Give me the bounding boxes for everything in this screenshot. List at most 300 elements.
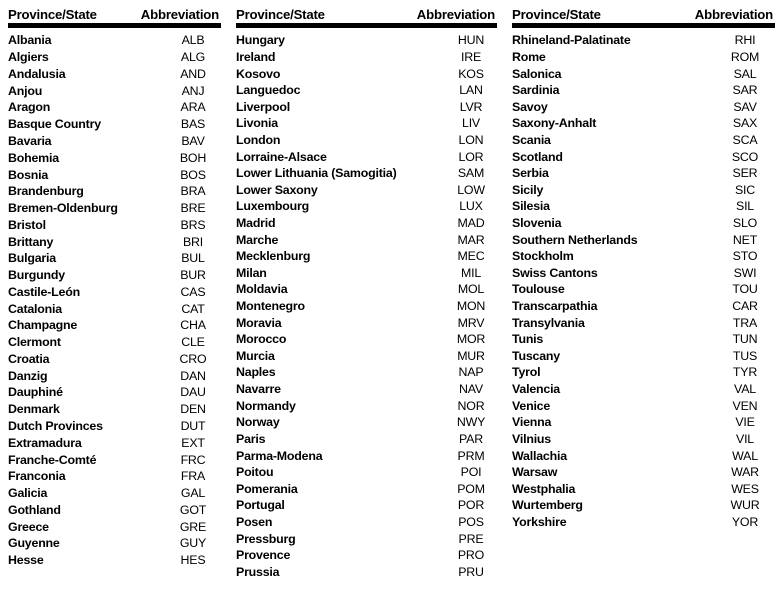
- province-name: Rhineland-Palatinate: [512, 33, 631, 48]
- province-name: Livonia: [236, 116, 278, 131]
- province-abbreviation: NAP: [458, 365, 484, 380]
- table-column-1: [8, 4, 221, 569]
- table-row: [8, 133, 221, 150]
- province-abbreviation: IRE: [460, 49, 482, 64]
- province-abbreviation: SAR: [732, 83, 758, 98]
- province-abbreviation: MEC: [457, 249, 485, 264]
- province-abbreviation: WES: [731, 481, 759, 496]
- province-name: Toulouse: [512, 282, 565, 297]
- table-row: [236, 464, 497, 481]
- province-name: Saxony-Anhalt: [512, 116, 597, 131]
- province-name: Denmark: [8, 402, 60, 417]
- table-row: [236, 281, 497, 298]
- province-name: Scania: [512, 132, 551, 147]
- province-name: Morocco: [236, 332, 287, 347]
- province-name: Swiss Cantons: [512, 265, 598, 280]
- table-row: [512, 480, 775, 497]
- province-name: Posen: [236, 514, 273, 529]
- province-abbreviation: DEN: [180, 402, 206, 417]
- table-row: [236, 514, 497, 531]
- table-row: [236, 132, 497, 149]
- province-name: Lower Lithuania (Samogitia): [236, 166, 397, 181]
- province-name: Castile-León: [8, 284, 80, 299]
- province-name: Savoy: [512, 99, 548, 114]
- table-row: [512, 514, 775, 531]
- province-name: Normandy: [236, 398, 296, 413]
- column-header: [236, 4, 497, 22]
- table-row: [8, 418, 221, 435]
- table-row: [8, 334, 221, 351]
- province-abbreviation: YOR: [731, 514, 759, 529]
- table-row: [8, 216, 221, 233]
- table-row: [8, 317, 221, 334]
- province-abbreviation: TUS: [732, 348, 758, 363]
- table-row: [236, 564, 497, 581]
- province-name: Luxembourg: [236, 199, 310, 214]
- province-name: Venice: [512, 398, 551, 413]
- table-row: [512, 331, 775, 348]
- province-abbreviation: MON: [456, 299, 486, 314]
- province-name: Milan: [236, 265, 267, 280]
- province-name: Guyenne: [8, 536, 60, 551]
- province-abbreviation: FRC: [180, 452, 206, 467]
- table-row: [8, 384, 221, 401]
- table-row: [8, 166, 221, 183]
- province-name: Mecklenburg: [236, 249, 311, 264]
- province-name: Slovenia: [512, 216, 562, 230]
- province-name: Transcarpathia: [512, 299, 598, 314]
- province-name: Bavaria: [8, 133, 52, 148]
- province-abbreviation: SIL: [736, 199, 754, 214]
- province-abbreviation: SLO: [732, 216, 758, 230]
- province-abbreviation: NWY: [456, 415, 486, 430]
- province-name: Wallachia: [512, 448, 567, 463]
- province-abbreviation: VEN: [732, 398, 758, 413]
- table-row: [236, 265, 497, 282]
- table-row: [512, 431, 775, 448]
- province-abbreviation: BRA: [180, 184, 206, 199]
- table-row: [512, 381, 775, 398]
- province-name: Poitou: [236, 465, 274, 480]
- province-abbreviation: DAN: [180, 368, 206, 383]
- province-name: Vilnius: [512, 431, 551, 446]
- table-row: [236, 547, 497, 564]
- table-row: [236, 32, 497, 49]
- province-abbreviation: LON: [458, 132, 484, 147]
- table-row: [512, 165, 775, 182]
- province-name: Hesse: [8, 553, 44, 568]
- table-row: [8, 283, 221, 300]
- table-row: [236, 181, 497, 198]
- province-name: Wurtemberg: [512, 498, 583, 513]
- province-abbreviation: RHI: [734, 33, 756, 48]
- province-abbreviation: STO: [732, 249, 758, 264]
- table-row: [512, 181, 775, 198]
- province-abbreviation: LOR: [458, 149, 484, 164]
- table-row: [236, 49, 497, 66]
- province-abbreviation: WAL: [732, 448, 758, 463]
- table-row: [8, 233, 221, 250]
- province-name: Burgundy: [8, 268, 65, 283]
- province-name: Croatia: [8, 351, 50, 366]
- province-abbreviation: VIE: [735, 415, 755, 430]
- province-abbreviation: MIL: [460, 265, 482, 280]
- province-name: Gothland: [8, 502, 61, 517]
- table-row: [8, 183, 221, 200]
- province-abbreviation: LVR: [459, 99, 483, 114]
- province-name: Warsaw: [512, 465, 558, 480]
- province-abbreviation: CAT: [181, 301, 205, 316]
- province-name: Liverpool: [236, 99, 290, 114]
- province-name: Greece: [8, 519, 49, 534]
- province-name: Yorkshire: [512, 514, 567, 529]
- province-name: Pressburg: [236, 531, 296, 546]
- province-abbreviation: PAR: [459, 431, 483, 446]
- province-abbreviation: EXT: [181, 435, 205, 450]
- table-row: [512, 49, 775, 66]
- table-row: [512, 298, 775, 315]
- province-name: Hungary: [236, 33, 285, 48]
- table-row: [512, 198, 775, 215]
- table-rows: [512, 32, 775, 530]
- province-name: Moravia: [236, 315, 282, 330]
- province-abbreviation: SWI: [733, 265, 757, 280]
- province-name: Ireland: [236, 49, 276, 64]
- table-row: [236, 248, 497, 265]
- province-state-header: Province/State: [512, 7, 601, 22]
- table-row: [236, 298, 497, 315]
- table-row: [236, 497, 497, 514]
- province-name: Valencia: [512, 382, 560, 397]
- table-row: [8, 367, 221, 384]
- province-name: London: [236, 132, 281, 147]
- province-abbreviation: ANJ: [181, 83, 205, 98]
- province-abbreviation: DAU: [180, 385, 206, 400]
- province-abbreviation: MUR: [457, 348, 485, 363]
- province-name: Dauphiné: [8, 385, 63, 400]
- province-name: Lorraine-Alsace: [236, 149, 327, 164]
- table-row: [512, 281, 775, 298]
- table-row: [236, 98, 497, 115]
- table-row: [8, 468, 221, 485]
- table-row: [8, 99, 221, 116]
- province-name: Danzig: [8, 368, 48, 383]
- province-name: Sardinia: [512, 83, 560, 98]
- province-name: Provence: [236, 548, 291, 563]
- province-name: Transylvania: [512, 315, 585, 330]
- province-abbreviation: ROM: [730, 49, 760, 64]
- table-rows: [8, 32, 221, 569]
- table-row: [512, 132, 775, 149]
- province-name: Aragon: [8, 100, 51, 115]
- province-name: Languedoc: [236, 83, 301, 98]
- table-row: [236, 148, 497, 165]
- table-row: [236, 397, 497, 414]
- province-name: Franconia: [8, 469, 66, 484]
- table-row: [8, 267, 221, 284]
- table-row: [8, 66, 221, 83]
- table-row: [8, 401, 221, 418]
- province-abbreviation: KOS: [458, 66, 484, 81]
- province-name: Silesia: [512, 199, 550, 214]
- table-row: [8, 82, 221, 99]
- province-abbreviation: MAD: [457, 216, 485, 230]
- table-row: [236, 314, 497, 331]
- province-name: Galicia: [8, 486, 48, 501]
- province-name: Kosovo: [236, 66, 281, 81]
- province-abbreviation: BRI: [182, 234, 204, 249]
- province-name: Tunis: [512, 332, 544, 347]
- province-abbreviation: BUL: [181, 251, 205, 266]
- province-abbreviation: CLE: [181, 335, 205, 350]
- province-abbreviation: BRS: [180, 217, 206, 232]
- table-row: [236, 82, 497, 99]
- province-abbreviation: ALG: [180, 50, 206, 65]
- province-abbreviation: TYR: [732, 365, 758, 380]
- table-row: [512, 414, 775, 431]
- province-abbreviation: SAV: [733, 99, 757, 114]
- table-row: [512, 364, 775, 381]
- province-abbreviation: LOW: [457, 182, 485, 197]
- province-abbreviation: ALB: [181, 33, 205, 48]
- table-row: [512, 115, 775, 132]
- province-abbreviation: BUR: [180, 268, 206, 283]
- column-header: [8, 4, 221, 22]
- header-rule: [512, 23, 775, 28]
- province-abbreviation: SAM: [457, 166, 485, 181]
- province-name: Anjou: [8, 83, 43, 98]
- province-abbreviation: TRA: [732, 315, 758, 330]
- province-abbreviation: HUN: [457, 33, 485, 48]
- province-name: Pomerania: [236, 481, 298, 496]
- province-abbreviation: PRU: [458, 564, 484, 579]
- province-name: Serbia: [512, 166, 549, 181]
- table-row: [8, 351, 221, 368]
- table-row: [8, 300, 221, 317]
- table-row: [512, 215, 775, 232]
- abbreviation-header: Abbreviation: [416, 7, 495, 22]
- province-name: Naples: [236, 365, 276, 380]
- table-row: [512, 148, 775, 165]
- province-abbreviation: AND: [180, 66, 206, 81]
- province-name: Prussia: [236, 564, 280, 579]
- table-row: [236, 215, 497, 232]
- province-abbreviation: NOR: [457, 398, 485, 413]
- table-row: [512, 32, 775, 49]
- table-row: [8, 116, 221, 133]
- table-row: [8, 250, 221, 267]
- table-row: [512, 65, 775, 82]
- province-abbreviation: POM: [457, 481, 485, 496]
- province-name: Marche: [236, 232, 279, 247]
- province-name: Moldavia: [236, 282, 288, 297]
- province-name: Madrid: [236, 216, 276, 230]
- province-name: Tuscany: [512, 348, 560, 363]
- province-abbreviation: BAS: [180, 117, 206, 132]
- province-abbreviation: POI: [460, 465, 482, 480]
- province-name: Stockholm: [512, 249, 574, 264]
- province-abbreviation: MAR: [457, 232, 485, 247]
- province-name: Extramadura: [8, 435, 82, 450]
- table-row: [8, 434, 221, 451]
- province-abbreviation: CHA: [180, 318, 206, 333]
- province-name: Southern Netherlands: [512, 232, 638, 247]
- province-abbreviation: LIV: [462, 116, 480, 131]
- table-row: [512, 314, 775, 331]
- province-name: Brittany: [8, 234, 54, 249]
- province-abbreviation: CRO: [179, 351, 207, 366]
- table-row: [236, 381, 497, 398]
- table-row: [8, 535, 221, 552]
- table-row: [236, 331, 497, 348]
- table-row: [236, 447, 497, 464]
- table-row: [236, 364, 497, 381]
- province-abbreviation: TUN: [732, 332, 758, 347]
- table-row: [236, 198, 497, 215]
- province-abbreviation: GUY: [179, 536, 207, 551]
- table-column-3: [512, 4, 775, 530]
- province-abbreviation: GOT: [179, 502, 207, 517]
- abbreviation-header: Abbreviation: [694, 7, 773, 22]
- province-name: Rome: [512, 49, 546, 64]
- table-row: [8, 501, 221, 518]
- table-rows: [236, 32, 497, 580]
- province-abbreviation: WAR: [731, 465, 759, 480]
- province-name: Basque Country: [8, 117, 101, 132]
- province-name: Navarre: [236, 382, 281, 397]
- province-name: Parma-Modena: [236, 448, 323, 463]
- table-row: [512, 348, 775, 365]
- table-row: [512, 497, 775, 514]
- province-name: Clermont: [8, 335, 61, 350]
- province-abbreviation: TOU: [732, 282, 758, 297]
- province-abbreviation: BAV: [181, 133, 205, 148]
- table-row: [512, 447, 775, 464]
- province-abbreviation: MRV: [457, 315, 485, 330]
- table-row: [8, 518, 221, 535]
- province-abbreviation: POR: [457, 498, 485, 513]
- province-abbreviation: DUT: [180, 418, 206, 433]
- province-abbreviation: NAV: [459, 382, 483, 397]
- province-abbreviation: PRM: [457, 448, 485, 463]
- column-header: [512, 4, 775, 22]
- province-abbreviation: ARA: [180, 100, 206, 115]
- province-abbreviation: SAL: [733, 66, 757, 81]
- province-name: Bremen-Oldenburg: [8, 201, 118, 216]
- province-name: Dutch Provinces: [8, 418, 103, 433]
- province-abbreviation: BOH: [179, 150, 207, 165]
- province-abbreviation: LUX: [459, 199, 483, 214]
- table-row: [236, 348, 497, 365]
- table-row: [512, 265, 775, 282]
- table-row: [8, 149, 221, 166]
- province-abbreviation: SIC: [734, 182, 756, 197]
- table-row: [512, 231, 775, 248]
- province-name: Bulgaria: [8, 251, 56, 266]
- table-row: [236, 414, 497, 431]
- province-abbreviation: SER: [732, 166, 758, 181]
- province-abbreviation: CAR: [732, 299, 758, 314]
- table-row: [236, 231, 497, 248]
- province-name: Lower Saxony: [236, 182, 318, 197]
- province-abbreviation: PRE: [458, 531, 484, 546]
- province-abbreviation: GAL: [180, 486, 206, 501]
- province-name: Westphalia: [512, 481, 576, 496]
- province-abbreviation: SAX: [732, 116, 758, 131]
- province-name: Brandenburg: [8, 184, 84, 199]
- province-state-header: Province/State: [236, 7, 325, 22]
- province-abbreviation: SCA: [732, 132, 758, 147]
- province-name: Murcia: [236, 348, 275, 363]
- province-abbreviation: VIL: [736, 431, 754, 446]
- province-abbreviation: HES: [180, 553, 206, 568]
- province-abbreviation: MOR: [456, 332, 486, 347]
- province-abbreviation: VAL: [734, 382, 756, 397]
- province-abbreviation: GRE: [179, 519, 207, 534]
- table-column-2: [236, 4, 497, 580]
- table-row: [512, 464, 775, 481]
- province-name: Montenegro: [236, 299, 305, 314]
- province-name: Franche-Comté: [8, 452, 97, 467]
- province-name: Andalusia: [8, 66, 66, 81]
- province-abbreviation: WUR: [730, 498, 760, 513]
- province-abbreviation: BOS: [180, 167, 206, 182]
- table-row: [512, 82, 775, 99]
- province-name: Tyrol: [512, 365, 541, 380]
- table-row: [236, 480, 497, 497]
- table-row: [236, 165, 497, 182]
- province-abbreviation: CAS: [180, 284, 206, 299]
- province-name: Norway: [236, 415, 280, 430]
- header-rule: [8, 23, 221, 28]
- province-name: Algiers: [8, 50, 49, 65]
- table-row: [8, 552, 221, 569]
- province-name: Bosnia: [8, 167, 49, 182]
- table-row: [8, 200, 221, 217]
- province-name: Portugal: [236, 498, 285, 513]
- province-abbreviation: POS: [458, 514, 484, 529]
- table-row: [236, 530, 497, 547]
- table-row: [8, 32, 221, 49]
- province-name: Salonica: [512, 66, 562, 81]
- province-name: Champagne: [8, 318, 78, 333]
- province-abbreviation: PRO: [457, 548, 485, 563]
- province-name: Bristol: [8, 217, 46, 232]
- province-name: Catalonia: [8, 301, 62, 316]
- province-abbreviation: BRE: [180, 201, 206, 216]
- table-row: [236, 65, 497, 82]
- province-abbreviation: FRA: [180, 469, 206, 484]
- province-name: Bohemia: [8, 150, 59, 165]
- abbreviation-header: Abbreviation: [140, 7, 219, 22]
- province-name: Sicily: [512, 182, 544, 197]
- table-row: [512, 248, 775, 265]
- table-row: [236, 115, 497, 132]
- province-state-header: Province/State: [8, 7, 97, 22]
- table-row: [8, 451, 221, 468]
- table-row: [236, 431, 497, 448]
- province-abbreviation: NET: [732, 232, 758, 247]
- province-name: Albania: [8, 33, 52, 48]
- province-abbreviation: LAN: [459, 83, 483, 98]
- table-row: [8, 485, 221, 502]
- province-abbreviation: MOL: [457, 282, 485, 297]
- province-name: Vienna: [512, 415, 552, 430]
- province-name: Scotland: [512, 149, 563, 164]
- table-row: [512, 397, 775, 414]
- province-abbreviation: SCO: [731, 149, 759, 164]
- table-row: [512, 98, 775, 115]
